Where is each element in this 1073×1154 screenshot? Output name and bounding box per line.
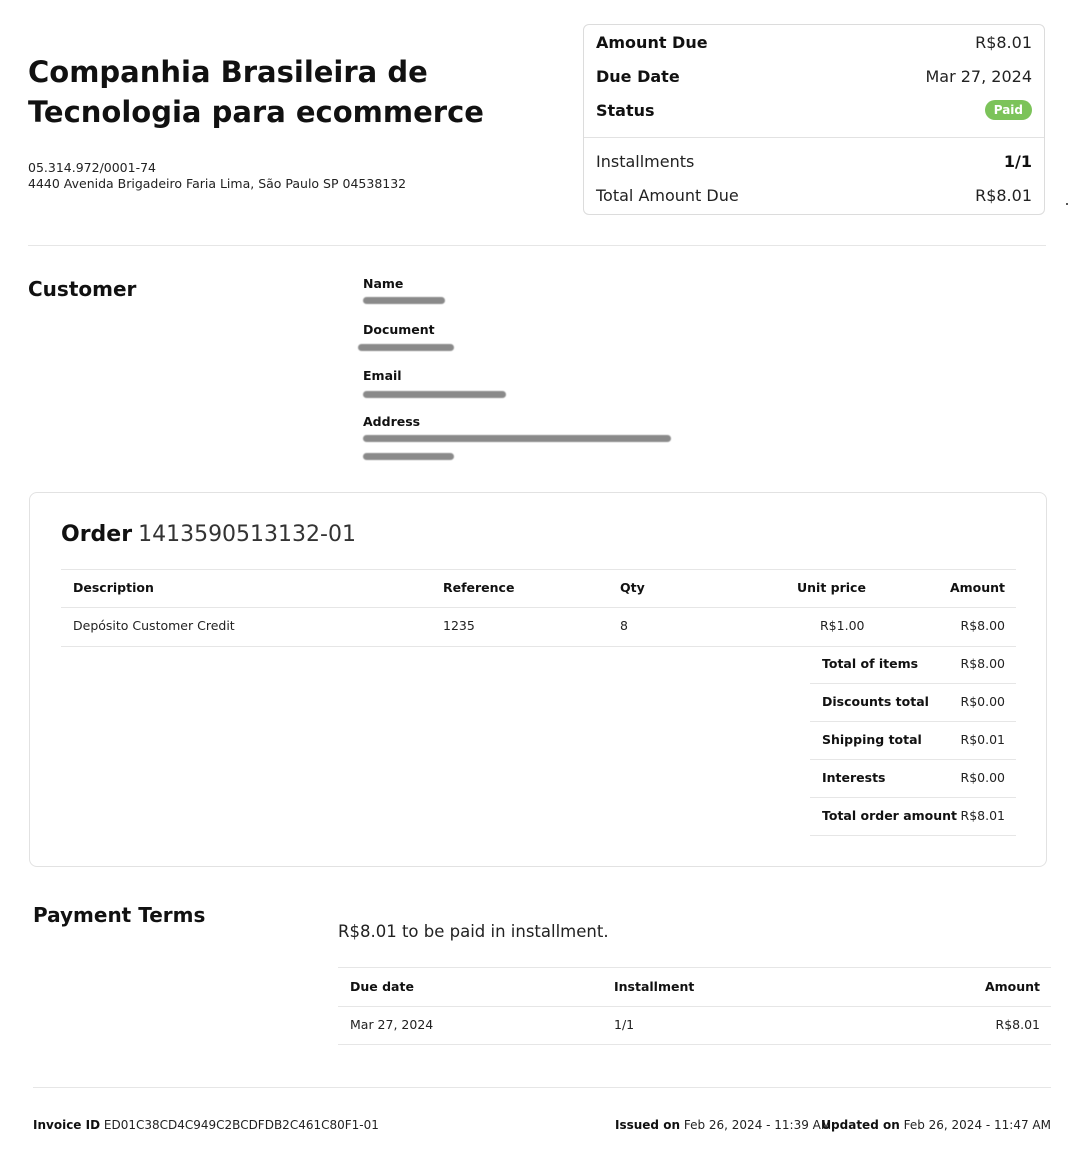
total-order-amount-label: Total order amount [822,808,958,823]
status-row [596,98,1032,122]
col-amount: Amount [949,580,1005,595]
col-qty: Qty [620,580,645,595]
due-date-row [596,64,1032,88]
issued-on-label: Issued on [615,1118,680,1132]
customer-section-title: Customer [28,277,137,301]
shipping-total-label: Shipping total [822,732,922,747]
customer-name-label: Name [363,276,404,291]
issued-on [615,1118,831,1132]
item-qty: 8 [620,618,628,633]
table-row [61,607,1016,646]
payment-installment: 1/1 [614,1017,635,1032]
table-row [338,1006,1051,1044]
interests-value: R$0.00 [960,770,1005,785]
invoice-summary-box [583,24,1045,215]
totals-line [810,683,1016,684]
col-reference: Reference [443,580,515,595]
due-date-value: Mar 27, 2024 [925,66,1032,86]
order-title [61,522,356,547]
customer-address-redacted-line2 [363,453,454,460]
totals-line [810,721,1016,722]
totals-line [810,797,1016,798]
col-payment-amount: Amount [984,979,1040,994]
amount-due-row [596,30,1032,54]
due-date-label: Due Date [596,66,680,86]
customer-name-redacted [363,297,445,304]
status-label: Status [596,100,655,120]
invoice-id [33,1118,379,1132]
payment-amount: R$8.01 [995,1017,1040,1032]
totals-line [810,835,1016,836]
amount-due-label: Amount Due [596,32,708,52]
updated-on-value: Feb 26, 2024 - 11:47 AM [903,1118,1051,1132]
item-description: Depósito Customer Credit [73,618,235,633]
item-reference: 1235 [443,618,475,633]
col-description: Description [73,580,154,595]
updated-on [821,1118,1051,1132]
total-order-amount-value: R$8.01 [960,808,1005,823]
footer-divider [33,1087,1051,1088]
customer-document-redacted [358,344,454,351]
updated-on-label: Updated on [821,1118,900,1132]
interests-label: Interests [822,770,886,785]
item-unit-price: R$1.00 [820,618,865,633]
installments-value: 1/1 [1003,151,1032,171]
payment-row-line [338,1044,1051,1045]
item-amount: R$8.00 [960,618,1005,633]
company-document: 05.314.972/0001-74 [28,160,157,175]
order-label: Order [61,522,133,547]
summary-divider [584,137,1044,138]
payment-due-date: Mar 27, 2024 [350,1017,434,1032]
installments-row [596,149,1032,173]
invoice-id-value: ED01C38CD4C949C2BCDFDB2C461C80F1-01 [103,1118,379,1132]
issued-on-value: Feb 26, 2024 - 11:39 AM [683,1118,832,1132]
shipping-total-value: R$0.01 [960,732,1005,747]
total-amount-label: Total Amount Due [596,185,739,205]
status-badge: Paid [985,100,1032,120]
col-due-date: Due date [350,979,414,994]
payment-table-top-line [338,967,1051,968]
edge-mark [1066,203,1068,205]
order-item-line [61,646,1016,647]
order-table-top-line [61,569,1016,570]
totals-line [810,759,1016,760]
col-unit-price: Unit price [797,580,866,595]
order-number: 1413590513132-01 [138,522,356,547]
installments-label: Installments [596,151,695,171]
discounts-total-value: R$0.00 [960,694,1005,709]
customer-email-label: Email [363,368,402,383]
payment-terms-title: Payment Terms [33,903,206,927]
customer-email-redacted [363,391,506,398]
header-divider [28,245,1046,246]
customer-document-label: Document [363,322,435,337]
total-amount-row [596,183,1032,207]
amount-due-value: R$8.01 [975,32,1032,52]
customer-address-label: Address [363,414,421,429]
discounts-total-label: Discounts total [822,694,929,709]
payment-terms-text: R$8.01 to be paid in installment. [338,922,609,941]
customer-address-redacted-line1 [363,435,671,442]
invoice-id-label: Invoice ID [33,1118,101,1132]
company-name: Companhia Brasileira de Tecnologia para ecommerce [28,55,484,129]
total-items-label: Total of items [822,656,919,671]
col-installment: Installment [614,979,695,994]
total-amount-value: R$8.01 [975,185,1032,205]
company-info [28,160,406,192]
total-items-value: R$8.00 [960,656,1005,671]
company-address: 4440 Avenida Brigadeiro Faria Lima, São Paulo SP 04538132 [28,176,407,191]
